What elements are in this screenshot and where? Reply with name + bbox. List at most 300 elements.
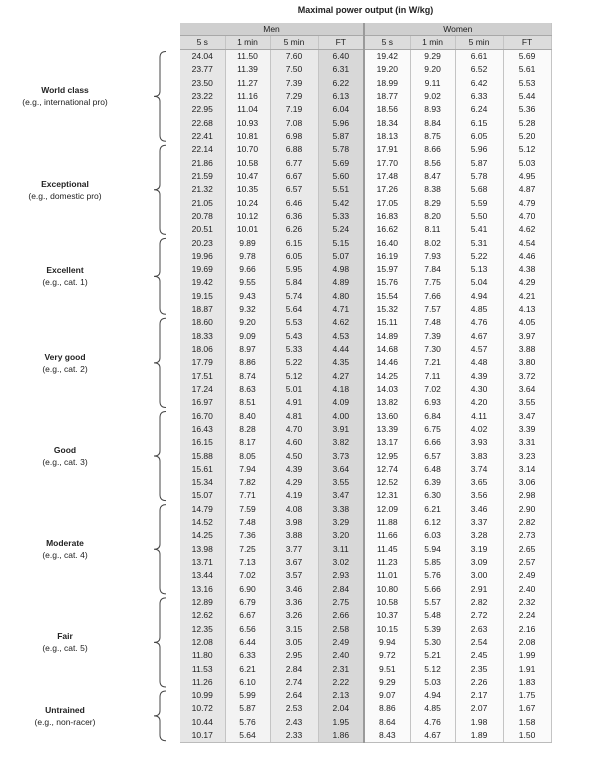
table-cell: 3.55: [318, 476, 364, 489]
table-cell: 3.38: [318, 503, 364, 516]
table-row: [180, 556, 551, 569]
category-name: Good: [53, 445, 77, 456]
table-cell: 22.68: [180, 117, 225, 130]
table-cell: 18.60: [180, 316, 225, 329]
table-cell: 7.75: [410, 276, 455, 289]
table-cell: 2.75: [318, 596, 364, 609]
table-cell: 6.66: [410, 436, 455, 449]
table-cell: 13.60: [364, 409, 410, 422]
table-cell: 2.90: [503, 503, 551, 516]
table-cell: 2.73: [503, 529, 551, 542]
table-cell: 3.20: [318, 529, 364, 542]
table-cell: 19.96: [180, 250, 225, 263]
table-cell: 9.89: [225, 236, 270, 249]
table-row: [180, 370, 551, 383]
table-cell: 3.11: [318, 543, 364, 556]
table-cell: 2.98: [503, 489, 551, 502]
table-cell: 8.64: [364, 716, 410, 729]
table-cell: 4.20: [455, 396, 503, 409]
table-cell: 5.51: [318, 183, 364, 196]
table-cell: 17.51: [180, 370, 225, 383]
table-cell: 8.93: [410, 103, 455, 116]
table-cell: 5.84: [270, 276, 318, 289]
table-cell: 18.06: [180, 343, 225, 356]
table-cell: 5.69: [318, 157, 364, 170]
table-row: [180, 583, 551, 596]
category-name: Untrained: [45, 704, 85, 715]
table-cell: 24.04: [180, 50, 225, 64]
table-row: [180, 50, 551, 64]
table-cell: 5.53: [270, 316, 318, 329]
column-header: 5 min: [455, 36, 503, 50]
table-row: [180, 143, 551, 156]
table-cell: 4.60: [270, 436, 318, 449]
table-cell: 23.22: [180, 90, 225, 103]
table-cell: 4.13: [503, 303, 551, 316]
table-cell: 22.41: [180, 130, 225, 143]
column-header: 1 min: [410, 36, 455, 50]
table-cell: 3.93: [455, 436, 503, 449]
table-cell: 4.62: [318, 316, 364, 329]
table-cell: 5.33: [318, 210, 364, 223]
table-cell: 8.74: [225, 370, 270, 383]
table-cell: 1.98: [455, 716, 503, 729]
table-cell: 12.35: [180, 622, 225, 635]
table-cell: 4.54: [503, 236, 551, 249]
table-cell: 4.27: [318, 370, 364, 383]
table-cell: 5.64: [270, 303, 318, 316]
table-cell: 6.84: [410, 409, 455, 422]
table-cell: 6.39: [410, 476, 455, 489]
table-title: Maximal power output (in W/kg): [297, 5, 434, 15]
column-header: 1 min: [225, 36, 270, 50]
table-row: [180, 529, 551, 542]
table-cell: 13.44: [180, 569, 225, 582]
table-cell: 4.94: [410, 689, 455, 702]
table-cell: 6.79: [225, 596, 270, 609]
table-cell: 11.66: [364, 529, 410, 542]
table-cell: 15.34: [180, 476, 225, 489]
table-cell: 4.91: [270, 396, 318, 409]
table-cell: 5.12: [410, 662, 455, 675]
table-cell: 7.11: [410, 370, 455, 383]
table-cell: 2.93: [318, 569, 364, 582]
table-cell: 2.65: [503, 543, 551, 556]
table-cell: 6.88: [270, 143, 318, 156]
table-cell: 5.94: [410, 543, 455, 556]
table-cell: 7.71: [225, 489, 270, 502]
table-cell: 7.36: [225, 529, 270, 542]
table-cell: 12.52: [364, 476, 410, 489]
table-row: [180, 662, 551, 675]
table-cell: 6.33: [455, 90, 503, 103]
table-cell: 20.78: [180, 210, 225, 223]
table-cell: 7.94: [225, 463, 270, 476]
table-row: [180, 569, 551, 582]
table-cell: 17.26: [364, 183, 410, 196]
table-cell: 8.43: [364, 729, 410, 743]
table-cell: 4.48: [455, 356, 503, 369]
table-cell: 11.53: [180, 662, 225, 675]
category-label: [0, 537, 130, 561]
group-header-women: Women: [364, 23, 551, 36]
table-cell: 4.38: [503, 263, 551, 276]
table-cell: 2.22: [318, 676, 364, 689]
table-cell: 4.79: [503, 196, 551, 209]
table-cell: 18.87: [180, 303, 225, 316]
table-cell: 18.13: [364, 130, 410, 143]
table-cell: 4.85: [455, 303, 503, 316]
table-cell: 10.72: [180, 702, 225, 715]
table-row: [180, 716, 551, 729]
table-cell: 3.77: [270, 543, 318, 556]
table-row: [180, 622, 551, 635]
table-row: [180, 649, 551, 662]
table-cell: 6.21: [225, 662, 270, 675]
table-cell: 18.34: [364, 117, 410, 130]
table-cell: 8.28: [225, 423, 270, 436]
table-cell: 2.40: [503, 583, 551, 596]
table-cell: 5.96: [455, 143, 503, 156]
table-cell: 9.55: [225, 276, 270, 289]
table-cell: 7.02: [410, 383, 455, 396]
table-cell: 10.58: [225, 157, 270, 170]
table-cell: 1.50: [503, 729, 551, 743]
table-cell: 6.30: [410, 489, 455, 502]
table-cell: 7.82: [225, 476, 270, 489]
table-cell: 10.81: [225, 130, 270, 143]
table-cell: 2.82: [455, 596, 503, 609]
table-cell: 1.67: [503, 702, 551, 715]
table-cell: 17.70: [364, 157, 410, 170]
table-cell: 15.54: [364, 290, 410, 303]
table-cell: 14.25: [180, 529, 225, 542]
table-cell: 11.39: [225, 63, 270, 76]
category-label: [0, 704, 130, 728]
table-cell: 11.50: [225, 50, 270, 64]
table-cell: 9.09: [225, 330, 270, 343]
table-cell: 4.70: [503, 210, 551, 223]
table-cell: 5.43: [270, 330, 318, 343]
table-cell: 16.70: [180, 409, 225, 422]
table-cell: 2.66: [318, 609, 364, 622]
table-cell: 23.50: [180, 77, 225, 90]
table-cell: 10.58: [364, 596, 410, 609]
table-cell: 11.45: [364, 543, 410, 556]
table-cell: 6.21: [410, 503, 455, 516]
table-cell: 10.99: [180, 689, 225, 702]
table-cell: 8.11: [410, 223, 455, 236]
table-cell: 5.22: [270, 356, 318, 369]
table-row: [180, 316, 551, 329]
table-cell: 11.80: [180, 649, 225, 662]
table-cell: 1.95: [318, 716, 364, 729]
table-cell: 4.39: [270, 463, 318, 476]
table-cell: 17.24: [180, 383, 225, 396]
table-cell: 2.04: [318, 702, 364, 715]
table-cell: 21.32: [180, 183, 225, 196]
table-cell: 10.47: [225, 170, 270, 183]
table-cell: 6.90: [225, 583, 270, 596]
table-cell: 2.13: [318, 689, 364, 702]
category-name: Excellent: [46, 265, 84, 276]
table-cell: 20.23: [180, 236, 225, 249]
table-cell: 11.23: [364, 556, 410, 569]
table-cell: 2.72: [455, 609, 503, 622]
table-cell: 2.53: [270, 702, 318, 715]
table-cell: 11.01: [364, 569, 410, 582]
category-labels: [0, 0, 180, 768]
table-cell: 1.89: [455, 729, 503, 743]
table-cell: 3.14: [503, 463, 551, 476]
table-cell: 9.02: [410, 90, 455, 103]
table-cell: 3.26: [270, 609, 318, 622]
table-cell: 8.38: [410, 183, 455, 196]
table-cell: 2.35: [455, 662, 503, 675]
table-cell: 9.11: [410, 77, 455, 90]
table-cell: 2.95: [270, 649, 318, 662]
category-label: [0, 178, 130, 202]
table-cell: 4.87: [503, 183, 551, 196]
table-cell: 5.48: [410, 609, 455, 622]
table-cell: 21.86: [180, 157, 225, 170]
table-row: [180, 609, 551, 622]
table-cell: 9.29: [364, 676, 410, 689]
table-row: [180, 223, 551, 236]
table-row: [180, 330, 551, 343]
table-cell: 5.22: [455, 250, 503, 263]
table-cell: 6.31: [318, 63, 364, 76]
table-row: [180, 409, 551, 422]
table-cell: 6.15: [270, 236, 318, 249]
table-cell: 8.51: [225, 396, 270, 409]
table-cell: 7.21: [410, 356, 455, 369]
table-cell: 1.83: [503, 676, 551, 689]
table-cell: 8.63: [225, 383, 270, 396]
table-cell: 5.64: [225, 729, 270, 743]
table-cell: 5.69: [503, 50, 551, 64]
table-cell: 14.89: [364, 330, 410, 343]
table-row: [180, 250, 551, 263]
table-row: [180, 383, 551, 396]
table-cell: 20.51: [180, 223, 225, 236]
table-cell: 4.95: [503, 170, 551, 183]
table-cell: 10.24: [225, 196, 270, 209]
table-cell: 10.12: [225, 210, 270, 223]
table-cell: 5.30: [410, 636, 455, 649]
table-row: [180, 489, 551, 502]
table-cell: 8.84: [410, 117, 455, 130]
table-row: [180, 103, 551, 116]
table-row: [180, 543, 551, 556]
table-cell: 2.58: [318, 622, 364, 635]
table-cell: 17.91: [364, 143, 410, 156]
table-cell: 4.09: [318, 396, 364, 409]
table-cell: 15.76: [364, 276, 410, 289]
category-name: Very good: [44, 351, 86, 362]
table-cell: 2.26: [455, 676, 503, 689]
table-cell: 6.57: [410, 449, 455, 462]
table-row: [180, 356, 551, 369]
table-cell: 7.02: [225, 569, 270, 582]
table-row: [180, 689, 551, 702]
table-cell: 13.16: [180, 583, 225, 596]
table-cell: 3.88: [503, 343, 551, 356]
table-cell: 5.36: [503, 103, 551, 116]
table-cell: 17.05: [364, 196, 410, 209]
table-cell: 16.40: [364, 236, 410, 249]
table-cell: 4.05: [503, 316, 551, 329]
table-cell: 4.89: [318, 276, 364, 289]
table-cell: 6.61: [455, 50, 503, 64]
table-cell: 4.19: [270, 489, 318, 502]
table-cell: 5.78: [455, 170, 503, 183]
table-cell: 6.75: [410, 423, 455, 436]
table-cell: 2.17: [455, 689, 503, 702]
table-cell: 4.62: [503, 223, 551, 236]
table-cell: 10.44: [180, 716, 225, 729]
table-cell: 12.89: [180, 596, 225, 609]
table-cell: 22.95: [180, 103, 225, 116]
table-cell: 3.73: [318, 449, 364, 462]
category-example: (e.g., cat. 2): [42, 363, 88, 374]
table-cell: 6.26: [270, 223, 318, 236]
table-cell: 5.57: [410, 596, 455, 609]
table-cell: 3.05: [270, 636, 318, 649]
table-cell: 6.36: [270, 210, 318, 223]
table-cell: 15.61: [180, 463, 225, 476]
table-cell: 5.59: [455, 196, 503, 209]
category-label: [0, 84, 130, 108]
table-cell: 15.32: [364, 303, 410, 316]
table-cell: 6.13: [318, 90, 364, 103]
table-cell: 6.22: [318, 77, 364, 90]
table-cell: 1.58: [503, 716, 551, 729]
table-row: [180, 463, 551, 476]
table-cell: 12.09: [364, 503, 410, 516]
category-example: (e.g., non-racer): [34, 716, 96, 727]
table-cell: 10.93: [225, 117, 270, 130]
table-cell: 5.31: [455, 236, 503, 249]
table-cell: 3.31: [503, 436, 551, 449]
table-cell: 7.39: [270, 77, 318, 90]
table-cell: 10.35: [225, 183, 270, 196]
table-cell: 8.86: [364, 702, 410, 715]
table-cell: 21.59: [180, 170, 225, 183]
table-cell: 7.13: [225, 556, 270, 569]
table-cell: 3.47: [503, 409, 551, 422]
table-cell: 3.46: [270, 583, 318, 596]
table-cell: 4.67: [455, 330, 503, 343]
table-row: [180, 702, 551, 715]
table-cell: 7.93: [410, 250, 455, 263]
table-cell: 14.03: [364, 383, 410, 396]
table-cell: 4.00: [318, 409, 364, 422]
table-cell: 2.43: [270, 716, 318, 729]
table-cell: 8.40: [225, 409, 270, 422]
table-cell: 16.15: [180, 436, 225, 449]
table-cell: 7.57: [410, 303, 455, 316]
table-cell: 5.74: [270, 290, 318, 303]
table-row: [180, 449, 551, 462]
table-cell: 2.24: [503, 609, 551, 622]
table-cell: 9.51: [364, 662, 410, 675]
table-row: [180, 436, 551, 449]
table-cell: 7.48: [410, 316, 455, 329]
table-row: [180, 276, 551, 289]
table-cell: 2.63: [455, 622, 503, 635]
table-cell: 2.74: [270, 676, 318, 689]
table-cell: 4.85: [410, 702, 455, 715]
table-row: [180, 157, 551, 170]
table-cell: 9.66: [225, 263, 270, 276]
table-cell: 3.55: [503, 396, 551, 409]
table-cell: 4.39: [455, 370, 503, 383]
table-cell: 7.50: [270, 63, 318, 76]
table-cell: 7.30: [410, 343, 455, 356]
table-cell: 8.75: [410, 130, 455, 143]
table-cell: 6.24: [455, 103, 503, 116]
table-cell: 9.07: [364, 689, 410, 702]
table-row: [180, 423, 551, 436]
table-cell: 3.97: [503, 330, 551, 343]
table-cell: 5.85: [410, 556, 455, 569]
table-cell: 3.74: [455, 463, 503, 476]
table-cell: 4.67: [410, 729, 455, 743]
table-cell: 1.86: [318, 729, 364, 743]
table-cell: 9.72: [364, 649, 410, 662]
category-example: (e.g., cat. 4): [42, 550, 88, 561]
table-cell: 6.48: [410, 463, 455, 476]
table-cell: 3.64: [318, 463, 364, 476]
table-cell: 14.79: [180, 503, 225, 516]
table-cell: 3.02: [318, 556, 364, 569]
table-cell: 23.77: [180, 63, 225, 76]
table-cell: 8.29: [410, 196, 455, 209]
table-cell: 19.20: [364, 63, 410, 76]
column-header: 5 s: [364, 36, 410, 50]
table-row: [180, 77, 551, 90]
table-cell: 12.74: [364, 463, 410, 476]
table-cell: 5.53: [503, 77, 551, 90]
table-row: [180, 303, 551, 316]
table-cell: 5.03: [410, 676, 455, 689]
table-cell: 5.99: [225, 689, 270, 702]
table-cell: 5.42: [318, 196, 364, 209]
table-cell: 6.67: [225, 609, 270, 622]
table-cell: 19.42: [180, 276, 225, 289]
table-cell: 3.91: [318, 423, 364, 436]
table-cell: 3.64: [503, 383, 551, 396]
table-cell: 2.08: [503, 636, 551, 649]
column-header: 5 s: [180, 36, 225, 50]
table-cell: 15.11: [364, 316, 410, 329]
table-row: [180, 130, 551, 143]
table-cell: 14.46: [364, 356, 410, 369]
table-cell: 4.81: [270, 409, 318, 422]
table-cell: 4.44: [318, 343, 364, 356]
table-cell: 5.28: [503, 117, 551, 130]
table-cell: 13.39: [364, 423, 410, 436]
table-cell: 16.43: [180, 423, 225, 436]
table-cell: 5.50: [455, 210, 503, 223]
table-cell: 18.77: [364, 90, 410, 103]
table-cell: 19.15: [180, 290, 225, 303]
table-cell: 11.26: [180, 676, 225, 689]
table-cell: 5.95: [270, 263, 318, 276]
table-cell: 10.15: [364, 622, 410, 635]
table-cell: 3.72: [503, 370, 551, 383]
